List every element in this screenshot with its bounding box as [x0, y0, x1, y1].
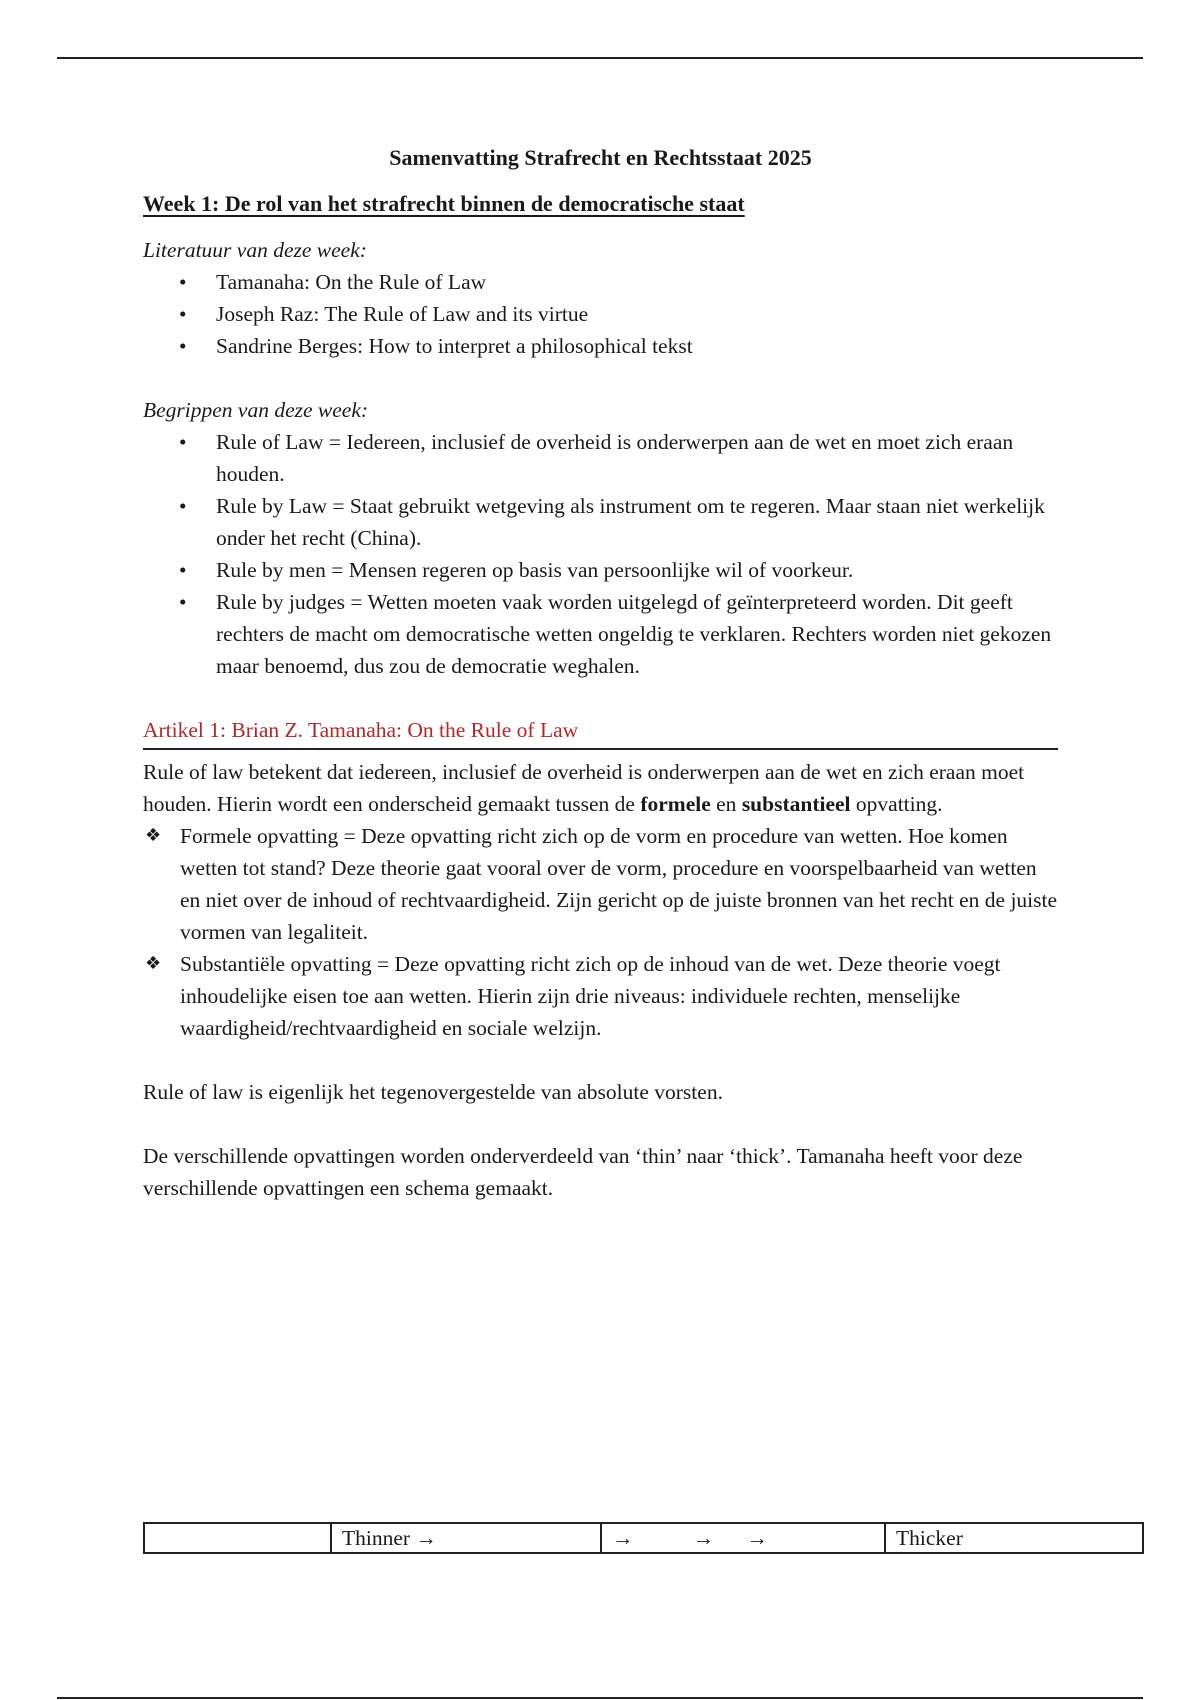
article-heading: Artikel 1: Brian Z. Tamanaha: On the Rule of Law — [143, 714, 1058, 750]
list-item: • Tamanaha: On the Rule of Law — [143, 266, 1058, 298]
table-cell — [144, 1523, 331, 1553]
table-cell-arrows: → → → — [601, 1523, 885, 1553]
list-item: • Sandrine Berges: How to interpret a philosophical tekst — [143, 330, 1058, 362]
page-bottom-rule — [57, 1697, 1143, 1699]
list-item: • Rule by men = Mensen regeren op basis van persoonlijke wil of voorkeur. — [143, 554, 1058, 586]
page-top-rule — [57, 57, 1143, 59]
document-body — [143, 142, 1058, 1204]
list-item: ❖ Formele opvatting = Deze opvatting richt zich op de vorm en procedure van wetten. Hoe komen wetten tot stand? Deze theorie gaat vooral over de vorm, procedure en voorspelbaarheid van wetten en niet over de inhoud of rechtvaardigheid. Zijn gericht op de juiste bronnen van het recht en de juiste vormen van legaliteit. — [143, 820, 1058, 948]
list-item: • Rule of Law = Iedereen, inclusief de overheid is onderwerpen aan de wet en moet zich eraan houden. — [143, 426, 1058, 490]
table-cell-thinner: Thinner → — [331, 1523, 601, 1553]
table-row — [144, 1523, 1143, 1553]
article-intro: Rule of law betekent dat iedereen, inclusief de overheid is onderwerpen aan de wet en zich eraan moet houden. Hierin wordt een onderscheid gemaakt tussen de formele en substantieel opvatting. — [143, 760, 1025, 816]
list-item: • Rule by judges = Wetten moeten vaak worden uitgelegd of geïnterpreteerd worden. Dit geeft rechters de macht om democratische wetten ongeldig te verklaren. Rechters worden niet gekozen maar benoemd, dus zou de democratie weghalen. — [143, 586, 1058, 682]
list-item: • Joseph Raz: The Rule of Law and its virtue — [143, 298, 1058, 330]
diamond-bullet-icon: ❖ — [145, 825, 162, 846]
opvattingen-list — [143, 820, 1058, 1044]
thin-thick-scale-table — [143, 1522, 1144, 1554]
literature-label: Literatuur van deze week: — [143, 238, 367, 262]
table-cell-thicker: Thicker — [885, 1523, 1143, 1553]
week-title: Week 1: De rol van het strafrecht binnen de democratische staat — [143, 191, 745, 216]
concepts-label: Begrippen van deze week: — [143, 398, 369, 422]
diamond-bullet-icon: ❖ — [145, 953, 162, 974]
list-item: ❖ Substantiële opvatting = Deze opvatting richt zich op de inhoud van de wet. Deze theorie voegt inhoudelijke eisen toe aan wetten. Hierin zijn drie niveaus: individuele rechten, menselijke waardigheid/rechtvaardigheid en sociale welzijn. — [143, 948, 1058, 1044]
concepts-list — [143, 426, 1058, 682]
paragraph-thin-thick: De verschillende opvattingen worden onderverdeeld van ‘thin’ naar ‘thick’. Tamanaha heeft voor deze verschillende opvattingen een schema gemaakt. — [143, 1144, 1023, 1200]
bold-term-formele: formele — [640, 792, 711, 816]
list-item: • Rule by Law = Staat gebruikt wetgeving als instrument om te regeren. Maar staan niet werkelijk onder het recht (China). — [143, 490, 1058, 554]
document-title: Samenvatting Strafrecht en Rechtsstaat 2025 — [389, 145, 812, 170]
paragraph-absolute-vorsten: Rule of law is eigenlijk het tegenovergestelde van absolute vorsten. — [143, 1080, 723, 1104]
bold-term-substantieel: substantieel — [741, 792, 851, 816]
literature-list — [143, 266, 1058, 362]
